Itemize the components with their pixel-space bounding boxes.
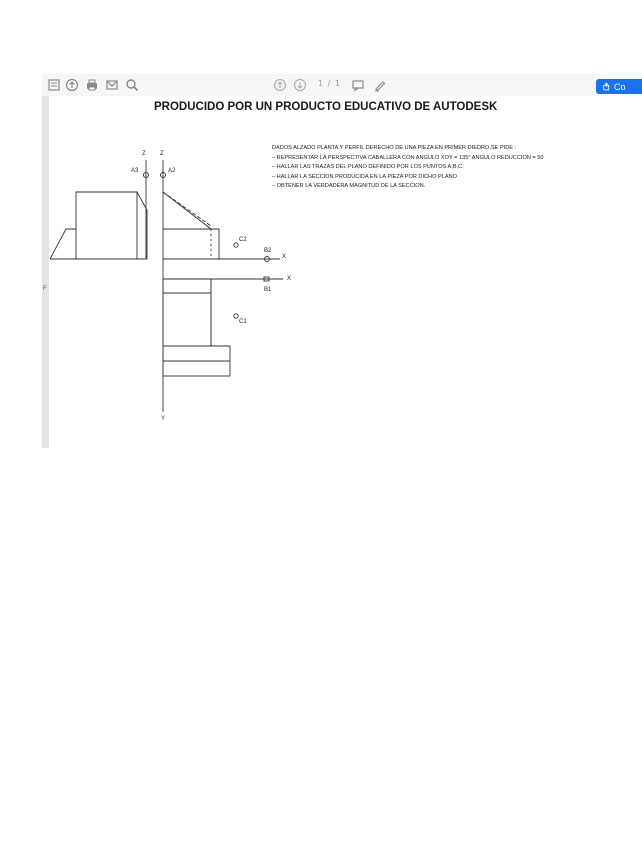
share-button[interactable] — [596, 79, 642, 94]
plan-view-outline — [163, 279, 211, 346]
point-c2 — [234, 243, 238, 247]
document-title: PRODUCIDO POR UN PRODUCTO EDUCATIVO DE AUTODESK — [154, 101, 498, 113]
instruction-line: – REPRESENTAR LA PERSPECTIVA CABALLERA CON ANGULO XOY = 135° ANGULO REDUCCION = 50 — [272, 154, 544, 161]
elevation-view-outline — [163, 192, 219, 259]
label-x-bottom: X — [287, 276, 292, 282]
label-y: Y — [161, 416, 166, 422]
point-c1 — [234, 314, 238, 318]
page-indicator[interactable]: 1 / 1 — [318, 79, 341, 88]
label-x-top: X — [282, 254, 287, 260]
instruction-line: DADOS ALZADO PLANTA Y PERFIL DERECHO DE UNA PIEZA EN PRIMER DIEDRO,SE PIDE : — [272, 145, 517, 151]
label-b1: B1 — [264, 287, 272, 293]
label-c2: C2 — [239, 237, 247, 243]
profile-view-outline — [50, 192, 147, 259]
label-z-left: Z — [142, 151, 146, 157]
instruction-line: – OBTENER LA VERDADERA MAGNITUD DE LA SECCION. — [272, 183, 426, 189]
label-b2: B2 — [264, 248, 272, 254]
label-a3: A3 — [131, 168, 139, 174]
label-z-right: Z — [160, 151, 164, 157]
label-c1: C1 — [239, 319, 247, 325]
share-icon — [602, 82, 611, 91]
side-mark: F — [43, 286, 47, 292]
elevation-dashed-diagonal — [163, 192, 211, 226]
instruction-line: – HALLAR LAS TRAZAS DEL PLANO DEFINIDO POR LOS PUNTOS A,B,C. — [272, 164, 464, 170]
label-a2: A2 — [168, 168, 176, 174]
instruction-line: – HALLAR LA SECCION PRODUCIDA EN LA PIEZA POR DICHO PLANO — [272, 173, 457, 180]
share-label: Co — [614, 81, 626, 92]
